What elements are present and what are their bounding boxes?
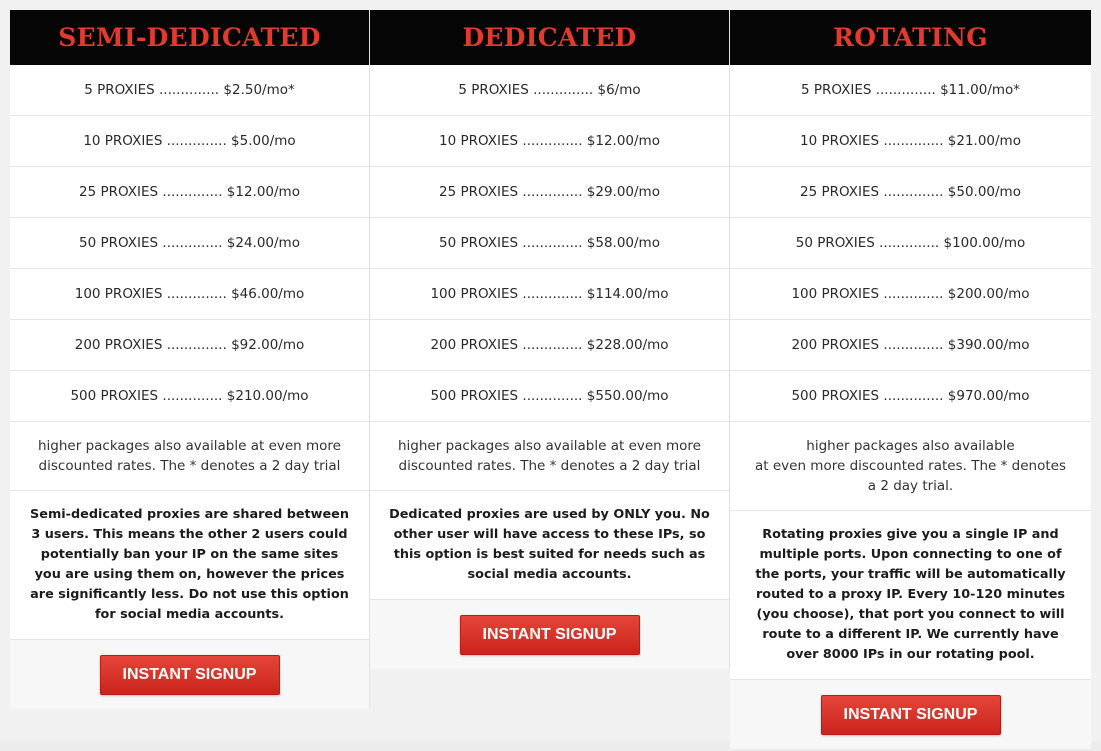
price-row: 25 PROXIES .............. $50.00/mo <box>730 167 1091 218</box>
plan-footer <box>370 599 729 669</box>
plan-column-semi-dedicated <box>10 10 370 709</box>
plan-header <box>370 10 729 65</box>
price-row: 25 PROXIES .............. $29.00/mo <box>370 167 729 218</box>
packages-note <box>10 422 369 491</box>
price-row: 200 PROXIES .............. $92.00/mo <box>10 320 369 371</box>
instant-signup-button[interactable]: INSTANT SIGNUP <box>100 655 280 695</box>
plan-title: ROTATING <box>833 23 988 52</box>
packages-note <box>730 422 1091 511</box>
packages-note-line: higher packages also available at even more <box>397 438 701 454</box>
plan-header <box>10 10 369 65</box>
price-row: 5 PROXIES .............. $6/mo <box>370 65 729 116</box>
price-row: 100 PROXIES .............. $200.00/mo <box>730 269 1091 320</box>
price-row: 5 PROXIES .............. $11.00/mo* <box>730 65 1091 116</box>
price-row: 25 PROXIES .............. $12.00/mo <box>10 167 369 218</box>
price-row: 500 PROXIES .............. $550.00/mo <box>370 371 729 422</box>
plan-footer <box>730 679 1091 749</box>
packages-note-line: higher packages also available at even more <box>37 438 341 454</box>
price-row: 10 PROXIES .............. $12.00/mo <box>370 116 729 167</box>
price-row: 50 PROXIES .............. $58.00/mo <box>370 218 729 269</box>
price-row: 500 PROXIES .............. $210.00/mo <box>10 371 369 422</box>
packages-note-line: at even more discounted rates. The * denotes a 2 day trial. <box>755 458 1066 494</box>
price-row: 5 PROXIES .............. $2.50/mo* <box>10 65 369 116</box>
price-row: 500 PROXIES .............. $970.00/mo <box>730 371 1091 422</box>
price-row: 10 PROXIES .............. $21.00/mo <box>730 116 1091 167</box>
instant-signup-button[interactable]: INSTANT SIGNUP <box>821 695 1001 735</box>
instant-signup-button[interactable]: INSTANT SIGNUP <box>460 615 640 655</box>
price-row: 100 PROXIES .............. $114.00/mo <box>370 269 729 320</box>
pricing-table <box>10 10 1091 749</box>
packages-note-line: discounted rates. The * denotes a 2 day trial <box>398 458 701 474</box>
price-row: 50 PROXIES .............. $100.00/mo <box>730 218 1091 269</box>
packages-note <box>370 422 729 491</box>
plan-column-dedicated <box>370 10 730 669</box>
price-row: 10 PROXIES .............. $5.00/mo <box>10 116 369 167</box>
packages-note-line: higher packages also available <box>806 438 1015 454</box>
price-row: 200 PROXIES .............. $228.00/mo <box>370 320 729 371</box>
plan-title: DEDICATED <box>462 23 637 52</box>
plan-column-rotating <box>730 10 1091 749</box>
price-row: 200 PROXIES .............. $390.00/mo <box>730 320 1091 371</box>
price-row: 100 PROXIES .............. $46.00/mo <box>10 269 369 320</box>
plan-description: Rotating proxies give you a single IP and multiple ports. Upon connecting to one of the ports, your traffic will be automatically routed to a proxy IP. Every 10-120 minutes (you choose), that port you connect to will route to a different IP. We currently have over 8000 IPs in our rotating pool. <box>755 527 1066 662</box>
plan-title: SEMI-DEDICATED <box>58 23 321 52</box>
plan-description: Semi-dedicated proxies are shared between 3 users. This means the other 2 users could potentially ban your IP on the same sites you are using them on, however the prices are significantly less. Do not use this option for social media accounts. <box>30 507 349 622</box>
packages-note-line: discounted rates. The * denotes a 2 day trial <box>38 458 341 474</box>
price-row: 50 PROXIES .............. $24.00/mo <box>10 218 369 269</box>
plan-footer <box>10 639 369 709</box>
plan-header <box>730 10 1091 65</box>
plan-description: Dedicated proxies are used by ONLY you. No other user will have access to these IPs, so this option is best suited for needs such as social media accounts. <box>389 507 710 582</box>
